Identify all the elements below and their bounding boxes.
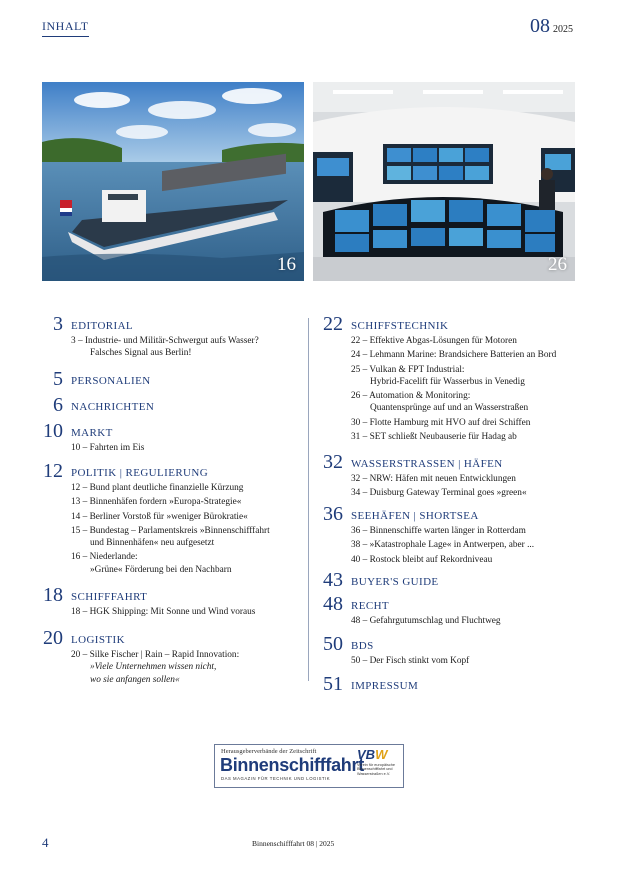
entry-line: 38 – »Katastrophale Lage« in Antwerpen, aber ... <box>351 540 535 551</box>
section-page-number: 51 <box>323 673 343 695</box>
section-title: SCHIFFSTECHNIK <box>351 320 449 332</box>
column-divider <box>308 318 309 681</box>
section-title: SCHIFFFAHRT <box>71 591 148 603</box>
entry-line: und Binnenhäfen« neu aufgesetzt <box>90 538 215 549</box>
entry-line: Falsches Signal aus Berlin! <box>90 348 192 359</box>
toc-entry[interactable] <box>71 496 298 508</box>
entry-line: 40 – Rostock bleibt auf Rekordniveau <box>351 554 493 565</box>
issue-info <box>530 15 573 38</box>
entry-line: 12 – Bund plant deutliche finanzielle Kürzung <box>71 483 244 493</box>
entry-line: 26 – Automation & Monitoring: <box>351 391 471 402</box>
entry-line: 22 – Effektive Abgas-Lösungen für Motoren <box>351 336 517 346</box>
toc-entry[interactable] <box>71 525 298 550</box>
entry-line: 24 – Lehmann Marine: Brandsichere Batterien an Bord <box>351 350 557 361</box>
photo-page-number: 16 <box>277 254 296 275</box>
publisher-logo <box>214 744 404 788</box>
section-title: LOGISTIK <box>71 634 125 646</box>
entry-line: 50 – Der Fisch stinkt vom Kopf <box>351 656 470 666</box>
toc-section-logistik[interactable] <box>42 629 298 699</box>
vbw-mark-part: W <box>375 747 388 762</box>
toc-entry[interactable] <box>351 335 582 347</box>
entry-line: »Grüne« Förderung bei den Nachbarn <box>90 564 232 575</box>
entry-line: 34 – Duisburg Gateway Terminal goes »green« <box>351 488 527 499</box>
section-page-number: 22 <box>323 313 343 335</box>
toc-entry[interactable] <box>71 649 298 686</box>
entry-line: 3 – Industrie- und Militär-Schwergut aufs Wasser? <box>71 336 259 346</box>
toc-section-seehaefen[interactable] <box>322 505 582 571</box>
toc-section-impressum[interactable] <box>322 675 582 697</box>
toc-entry[interactable] <box>351 487 582 499</box>
toc-entry[interactable] <box>351 525 582 537</box>
entry-line: 16 – Niederlande: <box>71 552 138 563</box>
toc-entry[interactable] <box>71 482 298 494</box>
entry-line: 15 – Bundestag – Parlamentskreis »Binnenschifffahrt <box>71 525 270 536</box>
vbw-description <box>357 763 397 776</box>
toc-entry[interactable] <box>71 551 298 576</box>
section-page-number: 5 <box>53 368 63 390</box>
section-title: IMPRESSUM <box>351 680 419 692</box>
toc-section-politik[interactable] <box>42 462 298 586</box>
entry-line: 30 – Flotte Hamburg mit HVO auf drei Schiffen <box>351 417 531 428</box>
photo-control-room[interactable] <box>313 82 575 281</box>
toc-entry[interactable] <box>351 390 582 415</box>
entry-line: 36 – Binnenschiffe warten länger in Rotterdam <box>351 526 526 536</box>
section-title: BDS <box>351 640 374 652</box>
page-number: 4 <box>42 835 49 850</box>
section-label: INHALT <box>42 19 89 37</box>
entry-line: 25 – Vulkan & FPT Industrial: <box>351 364 465 375</box>
section-page-number: 48 <box>323 593 343 615</box>
section-page-number: 12 <box>43 460 63 482</box>
section-page-number: 43 <box>323 569 343 591</box>
toc-section-recht[interactable] <box>322 595 582 635</box>
entry-line: 14 – Berliner Vorstoß für »weniger Bürokratie« <box>71 511 248 522</box>
vbw-mark <box>357 748 397 761</box>
toc-left-column <box>42 315 298 699</box>
section-page-number: 10 <box>43 420 63 442</box>
vbw-line: Verein für europäische <box>357 763 395 767</box>
toc-entry[interactable] <box>351 431 582 443</box>
toc-entry[interactable] <box>351 615 582 627</box>
control-room-image <box>313 82 575 281</box>
entry-line: 18 – HGK Shipping: Mit Sonne und Wind voraus <box>71 607 256 617</box>
photo-page-number: 26 <box>548 254 567 275</box>
magazine-logo-text: Binnenschifffahrt <box>220 755 364 775</box>
photo-barge[interactable] <box>42 82 304 281</box>
entry-line: 32 – NRW: Häfen mit neuen Entwicklungen <box>351 474 516 484</box>
entry-line: 13 – Binnenhäfen fordern »Europa-Strategie« <box>71 497 242 508</box>
toc-section-schifffahrt[interactable] <box>42 586 298 629</box>
entry-line: Hybrid-Facelift für Wasserbus in Venedig <box>370 376 525 387</box>
section-title: POLITIK | REGULIERUNG <box>71 467 209 479</box>
toc-section-markt[interactable] <box>42 422 298 462</box>
toc-entry[interactable] <box>71 606 298 618</box>
toc-section-nachrichten[interactable] <box>42 396 298 422</box>
section-title: PERSONALIEN <box>71 375 151 387</box>
toc-entry[interactable] <box>71 335 298 360</box>
section-page-number: 50 <box>323 633 343 655</box>
section-page-number: 3 <box>53 313 63 335</box>
section-title: RECHT <box>351 600 390 612</box>
footer-magazine: Binnenschifffahrt 08 | 2025 <box>252 839 335 848</box>
toc-section-buyers-guide[interactable] <box>322 571 582 595</box>
toc-section-editorial[interactable] <box>42 315 298 370</box>
entry-line: wo sie anfangen sollen« <box>90 674 180 685</box>
section-page-number: 20 <box>43 627 63 649</box>
section-page-number: 6 <box>53 394 63 416</box>
toc-section-wasserstrassen[interactable] <box>322 453 582 505</box>
issue-number: 08 <box>530 15 550 37</box>
toc-section-bds[interactable] <box>322 635 582 675</box>
section-page-number: 32 <box>323 451 343 473</box>
entry-line: 20 – Silke Fischer | Rain – Rapid Innovation: <box>71 650 240 660</box>
section-title: SEEHÄFEN | SHORTSEA <box>351 510 479 522</box>
toc-entry[interactable] <box>351 539 582 551</box>
vbw-mark-part: VB <box>357 747 376 762</box>
toc-right-column <box>322 315 582 697</box>
section-title: WASSERSTRASSEN | HÄFEN <box>351 458 503 470</box>
vbw-line: Wasserstraßen e.V. <box>357 771 391 776</box>
barge-river-image <box>42 82 304 281</box>
toc-section-schiffstechnik[interactable] <box>322 315 582 453</box>
toc-entry[interactable] <box>351 473 582 485</box>
logo-caption: Herausgeberverbände der Zeitschrift <box>221 748 317 755</box>
toc-entry[interactable] <box>71 511 298 523</box>
entry-line: 48 – Gefahrgutumschlag und Fluchtweg <box>351 616 501 626</box>
section-title: NACHRICHTEN <box>71 401 155 413</box>
toc-entry[interactable] <box>351 364 582 389</box>
toc-entry[interactable] <box>351 417 582 429</box>
issue-year: 2025 <box>553 24 573 35</box>
section-page-number: 18 <box>43 584 63 606</box>
toc-entry[interactable] <box>351 655 582 667</box>
section-title: MARKT <box>71 427 113 439</box>
magazine-tagline: DAS MAGAZIN FÜR TECHNIK UND LOGISTIK <box>221 776 331 781</box>
section-title: EDITORIAL <box>71 320 134 332</box>
toc-entry[interactable] <box>351 349 582 361</box>
entry-line: »Viele Unternehmen wissen nicht, <box>90 662 217 673</box>
toc-entry[interactable] <box>71 442 298 454</box>
section-title: BUYER'S GUIDE <box>351 576 439 588</box>
toc-section-personalien[interactable] <box>42 370 298 396</box>
toc-entry[interactable] <box>351 554 582 566</box>
entry-line: Quantensprünge auf und an Wasserstraßen <box>370 403 529 414</box>
entry-line: 31 – SET schließt Neubauserie für Hadag ab <box>351 432 517 443</box>
vbw-line: Binnenschifffahrt und <box>357 767 393 772</box>
vbw-logo <box>357 748 397 776</box>
section-page-number: 36 <box>323 503 343 525</box>
entry-line: 10 – Fahrten im Eis <box>71 443 145 453</box>
